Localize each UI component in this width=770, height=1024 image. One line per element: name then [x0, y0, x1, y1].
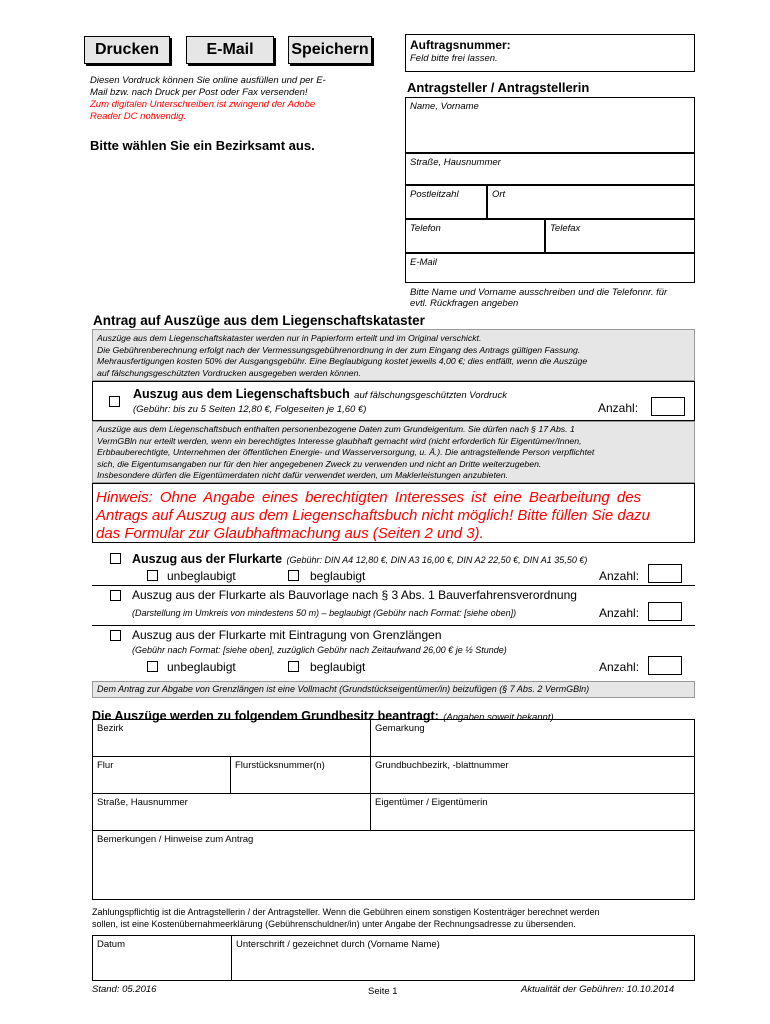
applicant-city-field[interactable] — [487, 185, 695, 219]
applicant-note-1: Bitte Name und Vorname ausschreiben und die Telefonnr. für — [410, 287, 668, 298]
bauvorlage-count-input[interactable] — [648, 602, 682, 621]
order-number-box — [405, 34, 695, 72]
buch-title: Auszug aus dem Liegenschaftsbuch — [133, 387, 350, 401]
grenz-note-box — [92, 681, 695, 698]
grenz-fee: (Gebühr nach Format: [siehe oben], zuzüglich Gebühr nach Zeitaufwand 26,00 € je ½ Stunde) — [132, 645, 507, 655]
eigentuemer-label: Eigentümer / Eigentümerin — [375, 797, 488, 808]
applicant-note-2: evtl. Rückfragen angeben — [410, 298, 519, 309]
flurkarte-title: Auszug aus der Flurkarte — [132, 552, 283, 566]
flurkarte-count-label: Anzahl: — [599, 569, 640, 583]
applicant-title: Antragsteller / Antragstellerin — [407, 80, 590, 95]
flurkarte-beglaubigt-checkbox[interactable] — [288, 570, 299, 581]
main-title: Antrag auf Auszüge aus dem Liegenschaftskataster — [93, 313, 425, 328]
save-button[interactable]: Speichern — [288, 36, 372, 64]
grenz-unbeglaubigt-checkbox[interactable] — [147, 661, 158, 672]
applicant-email-field[interactable] — [405, 253, 695, 283]
info-line-1: Auszüge aus dem Liegenschaftskataster werden nur in Papierform erteilt und im Original verschickt. — [97, 333, 482, 343]
grenz-title: Auszug aus der Flurkarte mit Eintragung von Grenzlängen — [132, 628, 442, 642]
fax-label: Telefax — [550, 223, 581, 234]
bemerkungen-label: Bemerkungen / Hinweise zum Antrag — [97, 834, 254, 845]
buch-count-input[interactable] — [651, 397, 685, 416]
intro-line-1: Diesen Vordruck können Sie online ausfüllen und per E- — [90, 75, 326, 86]
gemarkung-field[interactable] — [370, 719, 695, 757]
name-label: Name, Vorname — [410, 101, 479, 112]
buch-info-2: VermGBln nur erteilt werden, wenn ein berechtigtes Interesse glaubhaft gemacht wird (nicht erforderlich für Eigentümer/Innen, — [97, 435, 582, 446]
intro-line-2: Mail bzw. nach Druck per Post oder Fax versenden! — [90, 87, 308, 98]
hinweis-line-2: Antrags auf Auszug aus dem Liegenschaftsbuch nicht möglich! Bitte füllen Sie dazu — [96, 507, 650, 524]
buch-info-5: Insbesondere dürfen die Eigentümerdaten nicht dafür verwendet werden, um Maklerleistungen anzubieten. — [97, 470, 508, 480]
date-field[interactable] — [92, 935, 232, 981]
bauvorlage-count-label: Anzahl: — [599, 606, 640, 620]
email-label: E-Mail — [410, 257, 437, 268]
grenz-beglaubigt-checkbox[interactable] — [288, 661, 299, 672]
grenz-unbeglaubigt-label: unbeglaubigt — [167, 660, 236, 674]
bezirk-field[interactable] — [92, 719, 371, 757]
grenz-section — [92, 625, 695, 681]
email-button[interactable]: E-Mail — [186, 36, 274, 64]
buch-info-box — [92, 421, 695, 483]
flurkarte-checkbox[interactable] — [110, 553, 121, 564]
buch-count-label: Anzahl: — [598, 401, 639, 415]
footer-page: Seite 1 — [368, 986, 398, 997]
street-label: Straße, Hausnummer — [410, 157, 501, 168]
flurkarte-unbeglaubigt-checkbox[interactable] — [147, 570, 158, 581]
info-line-3: Mehrausfertigungen kosten 50% der Ausgangsgebühr. Eine Beglaubigung kostet jeweils 4,00 €; dies entfällt, wenn die Auszüge — [97, 356, 588, 366]
hinweis-box — [92, 483, 695, 543]
flurstueck-field[interactable] — [230, 756, 371, 794]
buch-info-1: Auszüge aus dem Liegenschaftsbuch enthalten personenbezogene Daten zum Grundeigentum. Sie dürfen nach § 17 Abs. 1 — [97, 424, 575, 434]
signature-label: Unterschrift / gezeichnet durch (Vorname Name) — [236, 939, 440, 950]
flurstueck-label: Flurstücksnummer(n) — [235, 760, 325, 771]
intro-red-line-2: Reader DC notwendig. — [90, 111, 187, 122]
applicant-name-field[interactable] — [405, 97, 695, 153]
buch-title-suffix: auf fälschungsgeschützten Vordruck — [354, 390, 507, 401]
date-label: Datum — [97, 939, 125, 950]
applicant-zip-field[interactable] — [405, 185, 487, 219]
property-title: Die Auszüge werden zu folgendem Grundbesitz beantragt: — [92, 709, 439, 723]
order-number-hint: Feld bitte frei lassen. — [410, 53, 498, 64]
flur-label: Flur — [97, 760, 114, 771]
info-line-4: auf fälschungsgeschützten Vordrucken ausgegeben werden können. — [97, 367, 361, 378]
buch-section — [92, 381, 695, 421]
grenz-beglaubigt-label: beglaubigt — [310, 660, 366, 674]
gemarkung-label: Gemarkung — [375, 723, 425, 734]
payment-line-1: Zahlungspflichtig ist die Antragstellerin / der Antragsteller. Wenn die Gebühren einem sonstigen Kostenträger berechnet werden — [92, 907, 600, 917]
flurkarte-section — [92, 545, 695, 585]
bauvorlage-checkbox[interactable] — [110, 590, 121, 601]
payment-line-2: sollen, ist eine Kostenübernahmeerklärung (Gebührenschuldner/in) unter Angabe der Rechnungsadresse zu übersenden. — [92, 918, 576, 929]
select-office-prompt[interactable]: Bitte wählen Sie ein Bezirksamt aus. — [90, 138, 315, 153]
hinweis-line-3: das Formular zur Glaubhaftmachung aus (Seiten 2 und 3). — [96, 525, 484, 542]
grundbuch-label: Grundbuchbezirk, -blattnummer — [375, 760, 509, 771]
order-number-title: Auftragsnummer: — [410, 38, 511, 52]
bauvorlage-fee: (Darstellung im Umkreis von mindestens 50 m) – beglaubigt (Gebühr nach Format: [siehe oben]) — [132, 608, 517, 618]
buch-info-4: sich, die Eigentumsangaben nur für den hier angegebenen Zweck zu verwenden und nicht an Dritte weiterzugeben. — [97, 458, 542, 469]
bemerkungen-field[interactable] — [92, 830, 695, 900]
property-street-label: Straße, Hausnummer — [97, 797, 188, 808]
property-street-field[interactable] — [92, 793, 371, 831]
hinweis-line-1: Hinweis: Ohne Angabe eines berechtigten Interesses ist eine Bearbeitung des — [96, 489, 642, 506]
applicant-fax-field[interactable] — [545, 219, 695, 253]
signature-field[interactable] — [231, 935, 695, 981]
grenz-checkbox[interactable] — [110, 630, 121, 641]
footer-aktualitaet: Aktualität der Gebühren: 10.10.2014 — [521, 984, 675, 995]
phone-label: Telefon — [410, 223, 441, 234]
bauvorlage-title: Auszug aus der Flurkarte als Bauvorlage nach § 3 Abs. 1 Bauverfahrensverordnung — [132, 588, 577, 602]
print-button[interactable]: Drucken — [84, 36, 170, 64]
buch-info-3: Erbbauberechtigte, Unternehmen der öffentlichen Energie- und Wasserversorgung, u. Ä.). Die antragstellende Person verpflichtet — [97, 447, 595, 457]
flur-field[interactable] — [92, 756, 231, 794]
applicant-phone-field[interactable] — [405, 219, 545, 253]
applicant-street-field[interactable] — [405, 153, 695, 185]
grundbuch-field[interactable] — [370, 756, 695, 794]
flurkarte-beglaubigt-label: beglaubigt — [310, 569, 366, 583]
zip-label: Postleitzahl — [410, 189, 459, 200]
flurkarte-fee: (Gebühr: DIN A4 12,80 €, DIN A3 16,00 €, DIN A2 22,50 €, DIN A1 35,50 €) — [286, 555, 588, 565]
eigentuemer-field[interactable] — [370, 793, 695, 831]
bauvorlage-section — [92, 585, 695, 625]
flurkarte-unbeglaubigt-label: unbeglaubigt — [167, 569, 236, 583]
bezirk-label: Bezirk — [97, 723, 124, 734]
grenz-count-label: Anzahl: — [599, 660, 640, 674]
property-title-suffix: (Angaben soweit bekannt) — [443, 712, 554, 723]
flurkarte-count-input[interactable] — [648, 564, 682, 583]
buch-fee: (Gebühr: bis zu 5 Seiten 12,80 €, Folgeseiten je 1,60 €) — [133, 404, 367, 415]
info-box — [92, 329, 695, 381]
info-line-2: Die Gebührenberechnung erfolgt nach der Vermessungsgebührenordnung in der zum Eingang des Antrags gültigen Fassung. — [97, 344, 581, 355]
grenz-note: Dem Antrag zur Abgabe von Grenzlängen ist eine Vollmacht (Grundstückseigentümer/in) beizufügen (§ 7 Abs. 2 VermGBln) — [97, 684, 590, 694]
footer-stand: Stand: 05.2016 — [92, 984, 157, 995]
intro-red-line-1: Zum digitalen Unterschreiben ist zwingend der Adobe — [90, 99, 316, 110]
grenz-count-input[interactable] — [648, 656, 682, 675]
city-label: Ort — [492, 189, 506, 200]
buch-checkbox[interactable] — [109, 396, 120, 407]
